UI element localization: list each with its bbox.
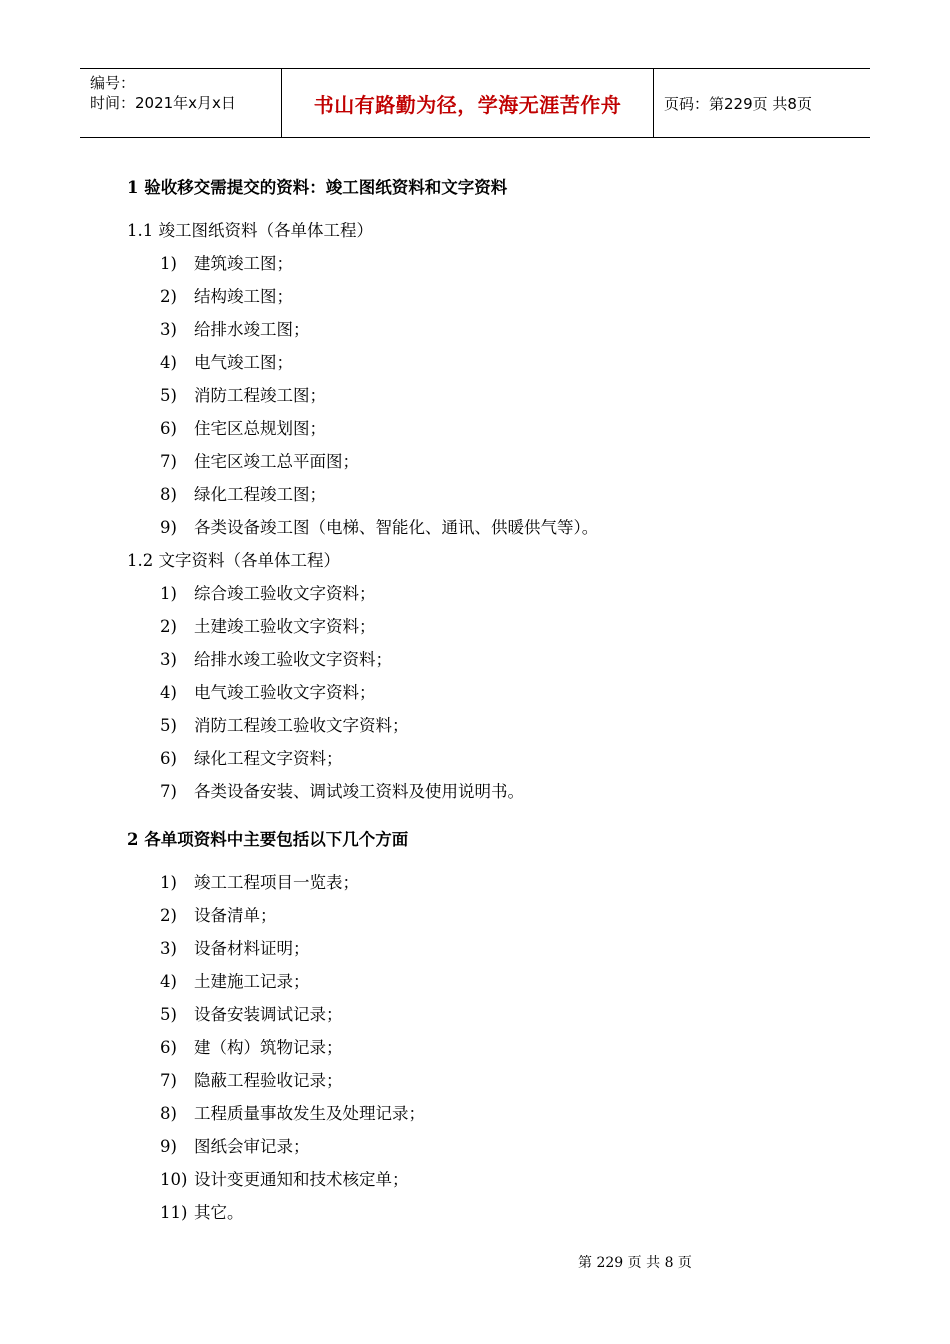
list-item [127, 412, 887, 445]
list-item-number: 5) [160, 386, 177, 405]
list-item-number: 1) [160, 873, 177, 892]
list-item [127, 577, 887, 610]
list-item-number: 5) [160, 716, 177, 735]
list-item-number: 4) [160, 353, 177, 372]
list-item-number: 6) [160, 749, 177, 768]
list-item-text: 电气竣工验收文字资料； [194, 683, 376, 702]
list-item-number: 1) [160, 254, 177, 273]
list-item-text: 住宅区总规划图； [194, 419, 326, 438]
list-item-text: 土建竣工验收文字资料； [194, 617, 376, 636]
list-item [127, 1163, 887, 1196]
list-item [127, 643, 887, 676]
list-item-text: 消防工程竣工图； [194, 386, 326, 405]
list-item [127, 379, 887, 412]
list-item [127, 1130, 887, 1163]
list-item-number: 8) [160, 1104, 177, 1123]
page-footer: 第 229 页 共 8 页 [578, 1255, 692, 1271]
list-item [127, 478, 887, 511]
list-item-text: 隐蔽工程验收记录； [194, 1071, 343, 1090]
list-item-text: 给排水竣工验收文字资料； [194, 650, 392, 669]
list-item-number: 6) [160, 419, 177, 438]
list-item-text: 电气竣工图； [194, 353, 293, 372]
list-item-number: 9) [160, 518, 177, 537]
list-item [127, 247, 887, 280]
section-1-1-title: 1.1 竣工图纸资料（各单体工程） [127, 221, 373, 240]
list-item-text: 绿化工程文字资料； [194, 749, 343, 768]
list-item-text: 土建施工记录； [194, 972, 310, 991]
list-item-text: 建筑竣工图； [194, 254, 293, 273]
list-item-text: 图纸会审记录； [194, 1137, 310, 1156]
list-item-number: 10) [160, 1170, 188, 1189]
list-item-text: 设计变更通知和技术核定单； [194, 1170, 409, 1189]
list-item [127, 676, 887, 709]
list-item [127, 866, 887, 899]
list-item-text: 绿化工程竣工图； [194, 485, 326, 504]
list-item [127, 280, 887, 313]
list-item-number: 8) [160, 485, 177, 504]
list-item-text: 设备安装调试记录； [194, 1005, 343, 1024]
section-1-2-title: 1.2 文字资料（各单体工程） [127, 551, 340, 570]
list-item-number: 7) [160, 1071, 177, 1090]
list-item-number: 4) [160, 972, 177, 991]
list-item-text: 综合竣工验收文字资料； [194, 584, 376, 603]
motto-text: 书山有路勤为径，学海无涯苦作舟 [282, 69, 654, 137]
list-item-text: 各类设备竣工图（电梯、智能化、通讯、供暖供气等）。 [194, 518, 599, 537]
list-item-number: 1) [160, 584, 177, 603]
list-item-text: 工程质量事故发生及处理记录； [194, 1104, 425, 1123]
list-item [127, 445, 887, 478]
list-item-number: 3) [160, 650, 177, 669]
list-item-number: 6) [160, 1038, 177, 1057]
list-item-number: 3) [160, 939, 177, 958]
section-1-title: 1 验收移交需提交的资料：竣工图纸资料和文字资料 [127, 178, 508, 197]
list-item-text: 结构竣工图； [194, 287, 293, 306]
list-item-number: 7) [160, 452, 177, 471]
page-info: 页码：第229页 共8页 [664, 94, 812, 113]
list-item [127, 965, 887, 998]
list-item [127, 511, 887, 544]
list-item-number: 11) [160, 1203, 188, 1222]
list-item-text: 其它。 [194, 1203, 244, 1222]
list-item [127, 775, 887, 808]
number-label: 编号： [90, 74, 136, 92]
section-2-title: 2 各单项资料中主要包括以下几个方面 [127, 830, 409, 849]
list-item-text: 竣工工程项目一览表； [194, 873, 359, 892]
section-2-list [127, 866, 887, 1229]
list-item [127, 1196, 887, 1229]
list-item [127, 1064, 887, 1097]
list-item-number: 3) [160, 320, 177, 339]
list-item [127, 742, 887, 775]
list-item-number: 2) [160, 906, 177, 925]
list-item [127, 998, 887, 1031]
list-item [127, 313, 887, 346]
time-label: 时间：2021年x月x日 [90, 94, 236, 112]
list-item [127, 709, 887, 742]
list-item-text: 消防工程竣工验收文字资料； [194, 716, 409, 735]
list-item [127, 1031, 887, 1064]
list-item-text: 给排水竣工图； [194, 320, 310, 339]
list-item-number: 2) [160, 617, 177, 636]
list-item-number: 2) [160, 287, 177, 306]
list-item-number: 5) [160, 1005, 177, 1024]
document-body [127, 172, 887, 1229]
page-header [80, 68, 870, 138]
list-item [127, 610, 887, 643]
list-item [127, 899, 887, 932]
list-item-number: 4) [160, 683, 177, 702]
list-item-text: 设备清单； [194, 906, 277, 925]
section-1-1-list [127, 247, 887, 544]
list-item-number: 9) [160, 1137, 177, 1156]
header-left-cell [80, 69, 282, 137]
section-1-2-list [127, 577, 887, 808]
list-item [127, 346, 887, 379]
list-item-text: 设备材料证明； [194, 939, 310, 958]
list-item-text: 各类设备安装、调试竣工资料及使用说明书。 [194, 782, 524, 801]
list-item [127, 932, 887, 965]
list-item-text: 住宅区竣工总平面图； [194, 452, 359, 471]
list-item-number: 7) [160, 782, 177, 801]
list-item-text: 建（构）筑物记录； [194, 1038, 343, 1057]
list-item [127, 1097, 887, 1130]
